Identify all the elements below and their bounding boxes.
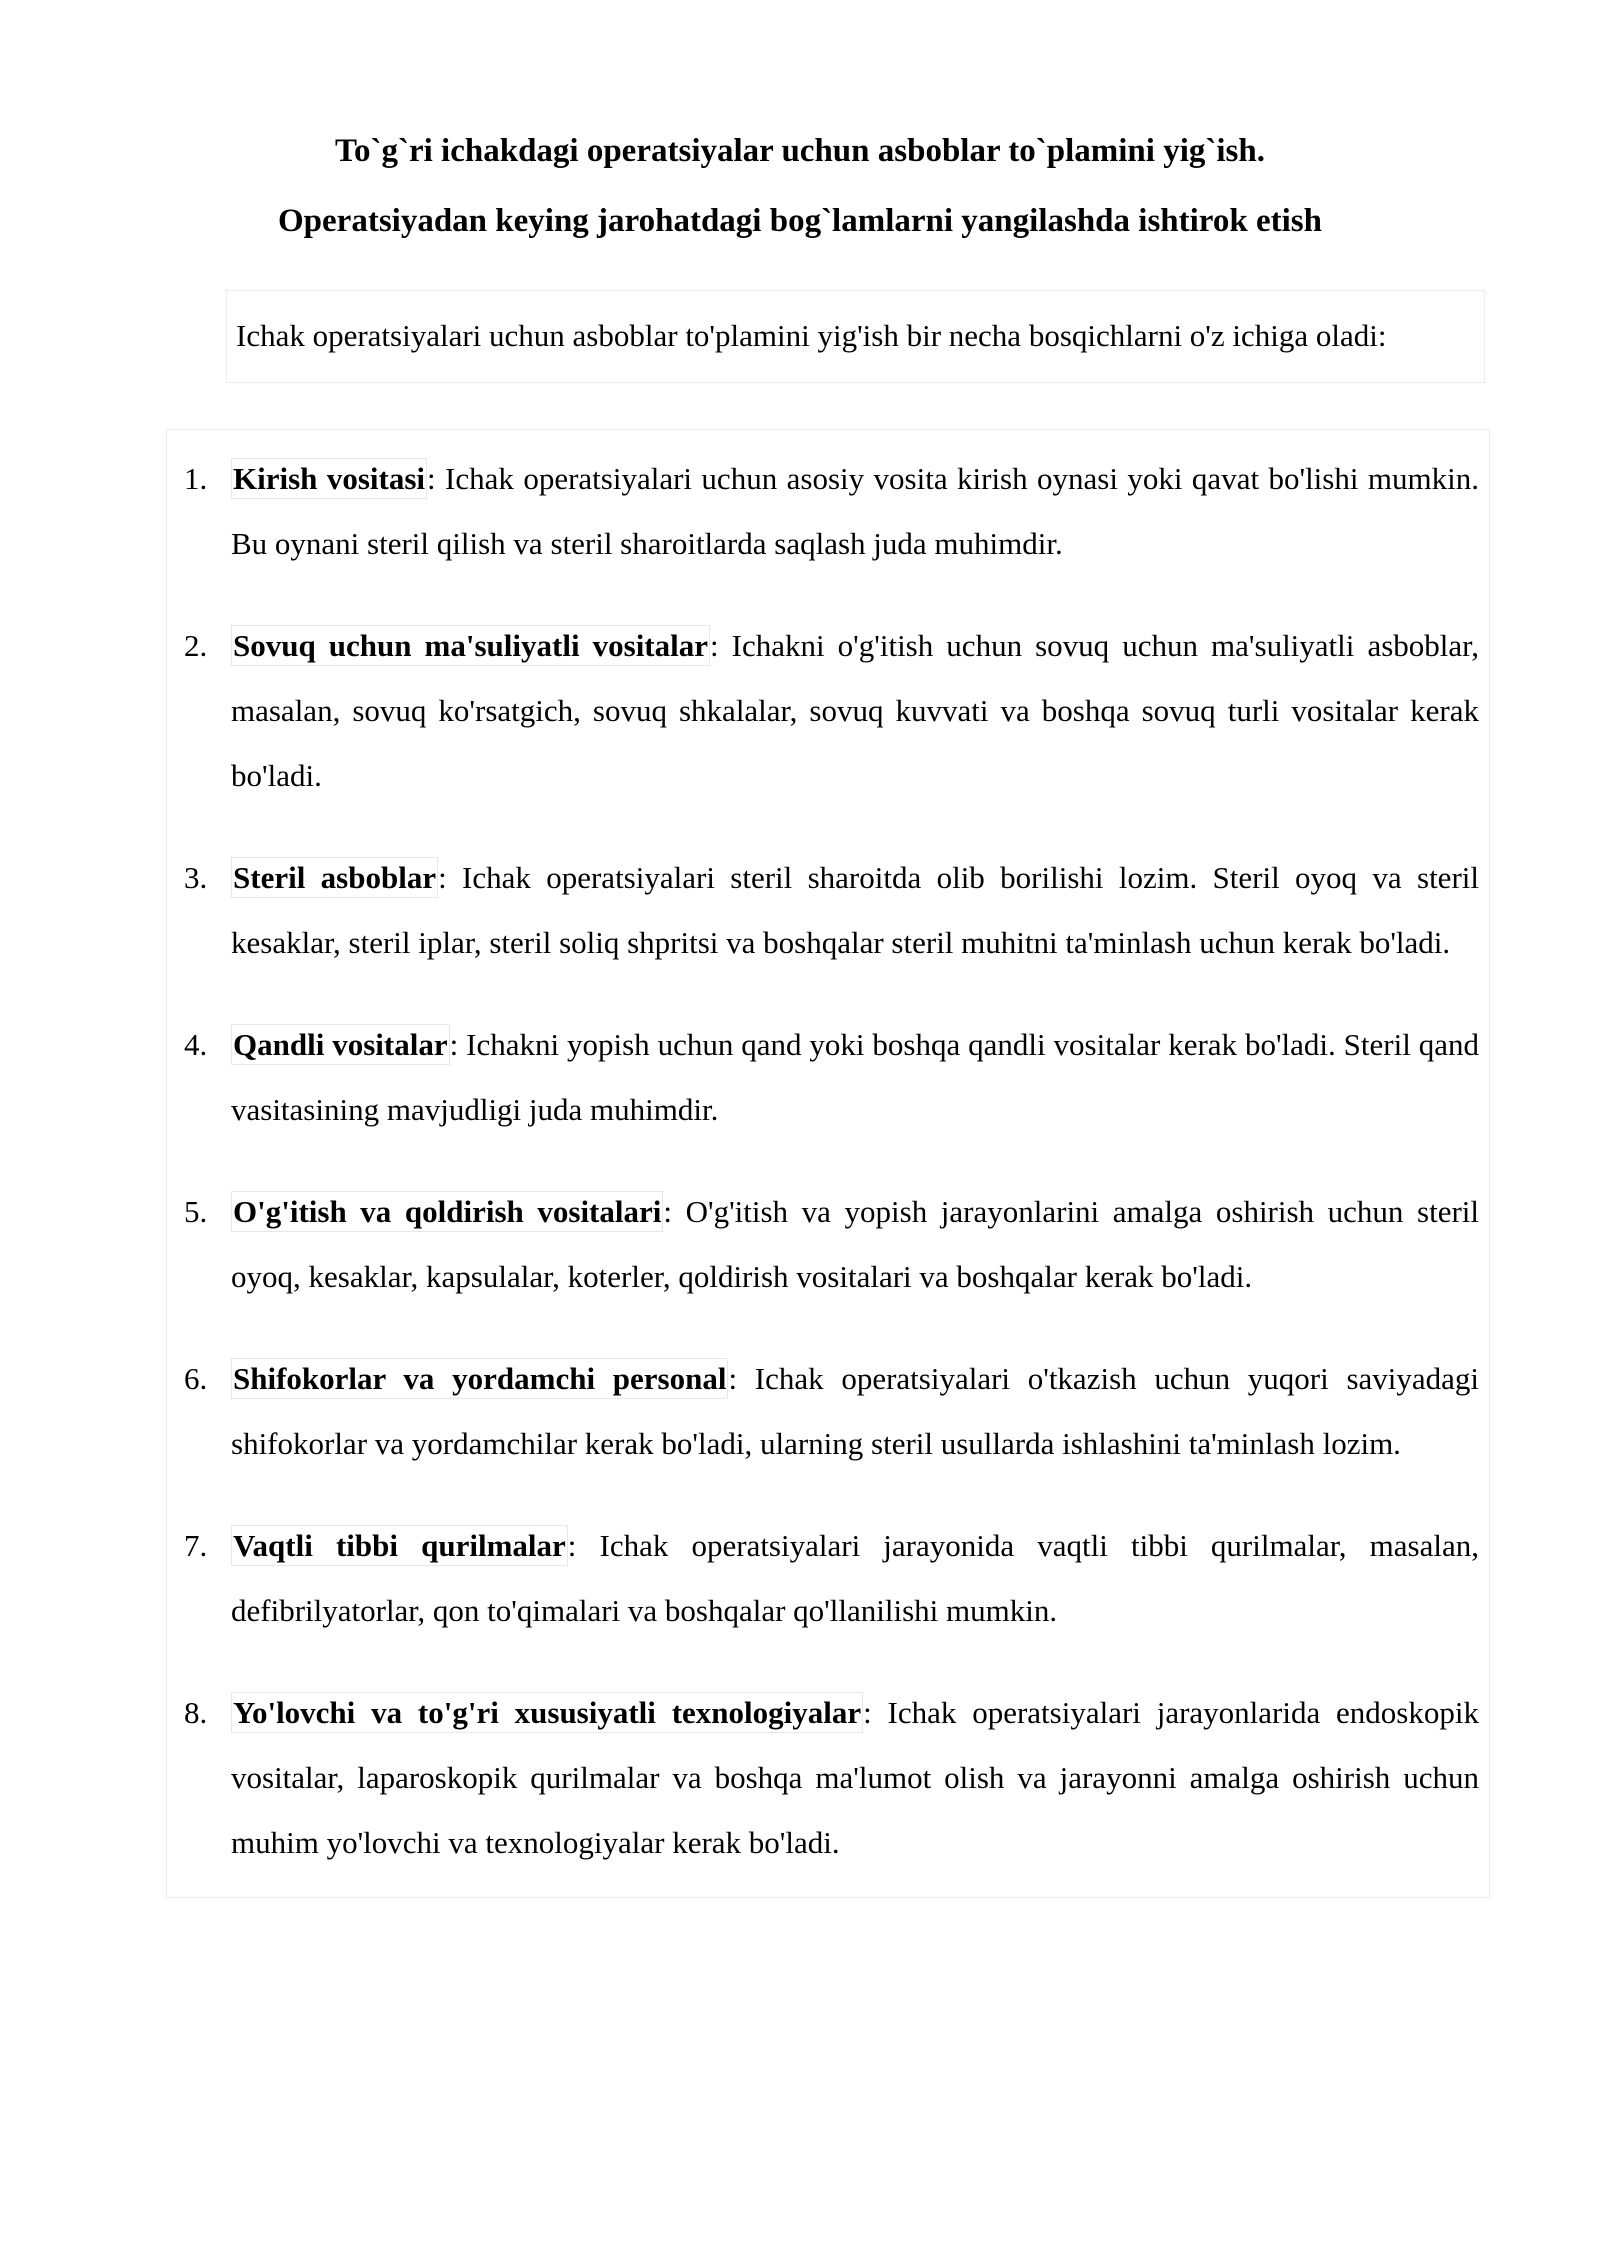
list-item: [167, 1680, 1489, 1875]
list-item-number: 4.: [184, 1027, 208, 1062]
list-item: [167, 1513, 1489, 1643]
list-item-term: O'g'itish va qoldirish vositalari: [231, 1191, 663, 1232]
list-item-description: : Ichak operatsiyalari o'tkazish uchun yuqori saviyadagi shifokorlar va yordamchilar kerak bo'ladi, ularning steril usullarda ishlashini ta'minlash lozim.: [231, 1361, 1480, 1461]
list-item-number: 8.: [184, 1695, 208, 1730]
list-item: [167, 1179, 1489, 1309]
list-item-number: 2.: [184, 628, 208, 663]
list-item-description: : Ichak operatsiyalari uchun asosiy vosita kirish oynasi yoki qavat bo'lishi mumkin. Bu oynani steril qilish va steril sharoitlarda saqlash juda muhimdir.: [231, 461, 1479, 561]
list-item-description: : O'g'itish va yopish jarayonlarini amalga oshirish uchun steril oyoq, kesaklar, kapsulalar, koterler, qoldirish vositalari va boshqalar kerak bo'ladi.: [231, 1194, 1480, 1294]
list-item-number: 5.: [184, 1194, 208, 1229]
list-item-text: [231, 1012, 1489, 1142]
title-line-2: Operatsiyadan keying jarohatdagi bog`lamlarni yangilashda ishtirok etish: [278, 203, 1322, 239]
list-item-text: [231, 1680, 1489, 1875]
list-item-description: : Ichakni o'g'itish uchun sovuq uchun ma'suliyatli asboblar, masalan, sovuq ko'rsatgich, sovuq shkalalar, sovuq kuvvati va boshqa sovuq turli vositalar kerak bo'ladi.: [231, 628, 1479, 793]
list-item-term: Sovuq uchun ma'suliyatli vositalar: [231, 625, 710, 666]
list-item-term: Yo'lovchi va to'g'ri xususiyatli texnologiyalar: [231, 1692, 863, 1733]
list-item-description: : Ichak operatsiyalari steril sharoitda olib borilishi lozim. Steril oyoq va steril kesaklar, steril iplar, steril soliq shpritsi va boshqalar steril muhitni ta'minlash uchun kerak bo'ladi.: [231, 860, 1479, 960]
document-title: [0, 116, 1600, 256]
list-item-description: : Ichakni yopish uchun qand yoki boshqa qandli vositalar kerak bo'ladi. Steril qand vasitasining mavjudligi juda muhimdir.: [231, 1027, 1479, 1127]
list-item-description: : Ichak operatsiyalari jarayonida vaqtli tibbi qurilmalar, masalan, defibrilyatorlar, qon to'qimalari va boshqalar qo'llanilishi mumkin.: [231, 1528, 1480, 1628]
list-item: [167, 446, 1489, 576]
list-item-text: [231, 613, 1489, 808]
list-item-text: [231, 845, 1489, 975]
list-item-text: [231, 1179, 1489, 1309]
list-item-number: 1.: [184, 461, 208, 496]
list-item-term: Steril asboblar: [231, 857, 438, 898]
list-item-term: Qandli vositalar: [231, 1024, 450, 1065]
list-item-term: Vaqtli tibbi qurilmalar: [231, 1525, 568, 1566]
list-item: [167, 845, 1489, 975]
list-item: [167, 613, 1489, 808]
list-item-number: 6.: [184, 1361, 208, 1396]
list-item-text: [231, 446, 1489, 576]
list-item: [167, 1012, 1489, 1142]
list-item-text: [231, 1513, 1489, 1643]
list-item-term: Shifokorlar va yordamchi personal: [231, 1358, 728, 1399]
list-item-number: 3.: [184, 860, 208, 895]
title-line-1: To`g`ri ichakdagi operatsiyalar uchun asboblar to`plamini yig`ish.: [335, 133, 1265, 169]
list-item-term: Kirish vositasi: [231, 458, 427, 499]
list-item-description: : Ichak operatsiyalari jarayonlarida endoskopik vositalar, laparoskopik qurilmalar va boshqa ma'lumot olish va jarayonni amalga oshirish uchun muhim yo'lovchi va texnologiyalar kerak bo'ladi.: [231, 1695, 1479, 1860]
list-item-text: [231, 1346, 1489, 1476]
numbered-list: [166, 429, 1490, 1898]
intro-text: Ichak operatsiyalari uchun asboblar to'plamini yig'ish bir necha bosqichlarni o'z ichiga oladi:: [236, 318, 1387, 353]
list-item-number: 7.: [184, 1528, 208, 1563]
list-item: [167, 1346, 1489, 1476]
intro-paragraph: [226, 290, 1485, 383]
